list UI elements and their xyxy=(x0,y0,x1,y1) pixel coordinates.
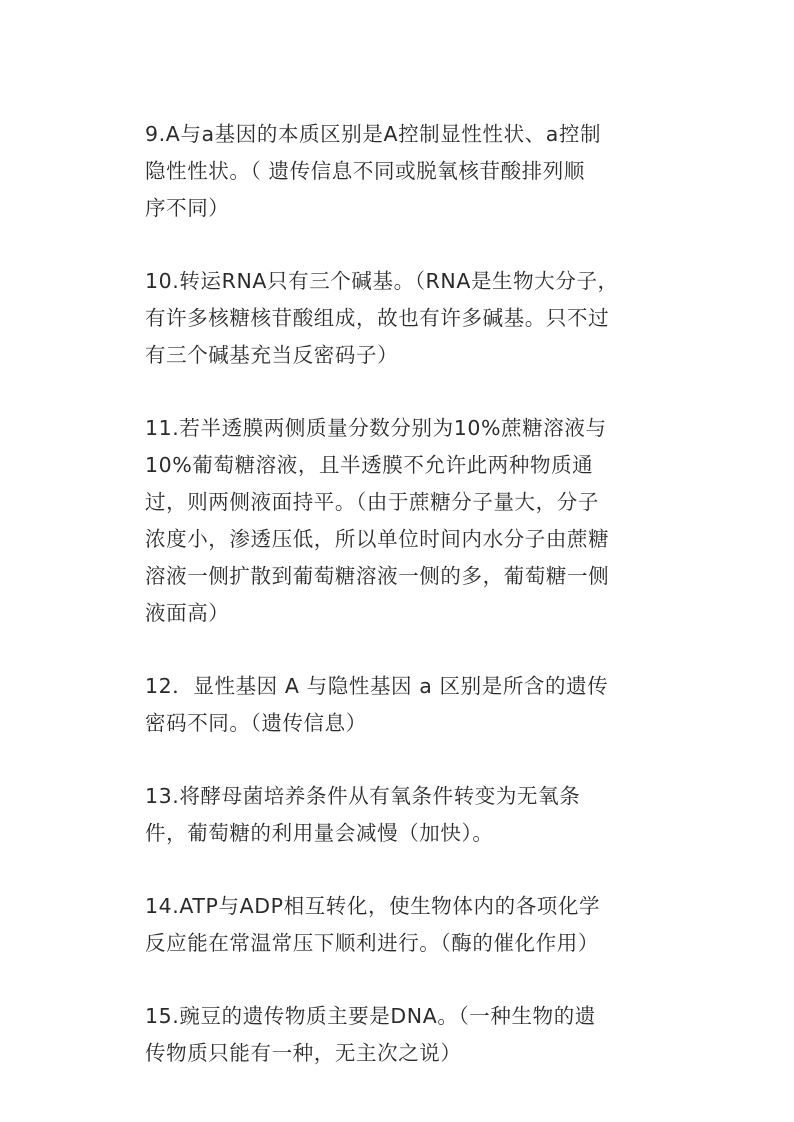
text-line: 隐性性状。（ 遗传信息不同或脱氧核苷酸排列顺 xyxy=(145,159,585,183)
text-line: 过，则两侧液面持平。（由于蔗糖分子量大，分子 xyxy=(145,490,599,514)
text-line: 件，葡萄糖的利用量会减慢（加快）。 xyxy=(145,821,494,845)
text-line: 溶液一侧扩散到葡萄糖溶液一侧的多，葡萄糖一侧 xyxy=(145,564,610,588)
statement-15 xyxy=(145,998,665,1072)
statement-11 xyxy=(145,410,665,632)
text-line: 液面高） xyxy=(145,601,230,625)
statement-9 xyxy=(145,116,665,227)
text-line: 浓度小，渗透压低，所以单位时间内水分子由蔗糖 xyxy=(145,527,610,551)
text-line: 序不同） xyxy=(145,196,230,220)
text-line: 15.豌豆的遗传物质主要是DNA。（一种生物的遗 xyxy=(145,1004,596,1028)
text-line: 11.若半透膜两侧质量分数分别为10%蔗糖溶液与 xyxy=(145,416,607,440)
text-line: 9.A与a基因的本质区别是A控制显性性状、a控制 xyxy=(145,122,602,146)
text-line: 反应能在常温常压下顺利进行。（酶的催化作用） xyxy=(145,931,599,955)
text-line: 12．显性基因 A 与隐性基因 a 区别是所含的遗传 xyxy=(145,674,609,698)
statement-13 xyxy=(145,778,665,852)
text-line: 10.转运RNA只有三个碱基。（RNA是生物大分子， xyxy=(145,269,619,293)
text-line: 10%葡萄糖溶液，且半透膜不允许此两种物质通 xyxy=(145,453,594,477)
text-line: 有三个碱基充当反密码子） xyxy=(145,343,399,367)
text-line: 13.将酵母菌培养条件从有氧条件转变为无氧条 xyxy=(145,784,581,808)
document-body xyxy=(145,116,665,1108)
statement-10 xyxy=(145,263,665,374)
text-line: 有许多核糖核苷酸组成，故也有许多碱基。只不过 xyxy=(145,306,610,330)
statement-12 xyxy=(145,668,665,742)
text-line: 密码不同。（遗传信息） xyxy=(145,711,367,735)
text-line: 14.ATP与ADP相互转化，使生物体内的各项化学 xyxy=(145,894,601,918)
text-line: 传物质只能有一种，无主次之说） xyxy=(145,1041,462,1065)
statement-14 xyxy=(145,888,665,962)
